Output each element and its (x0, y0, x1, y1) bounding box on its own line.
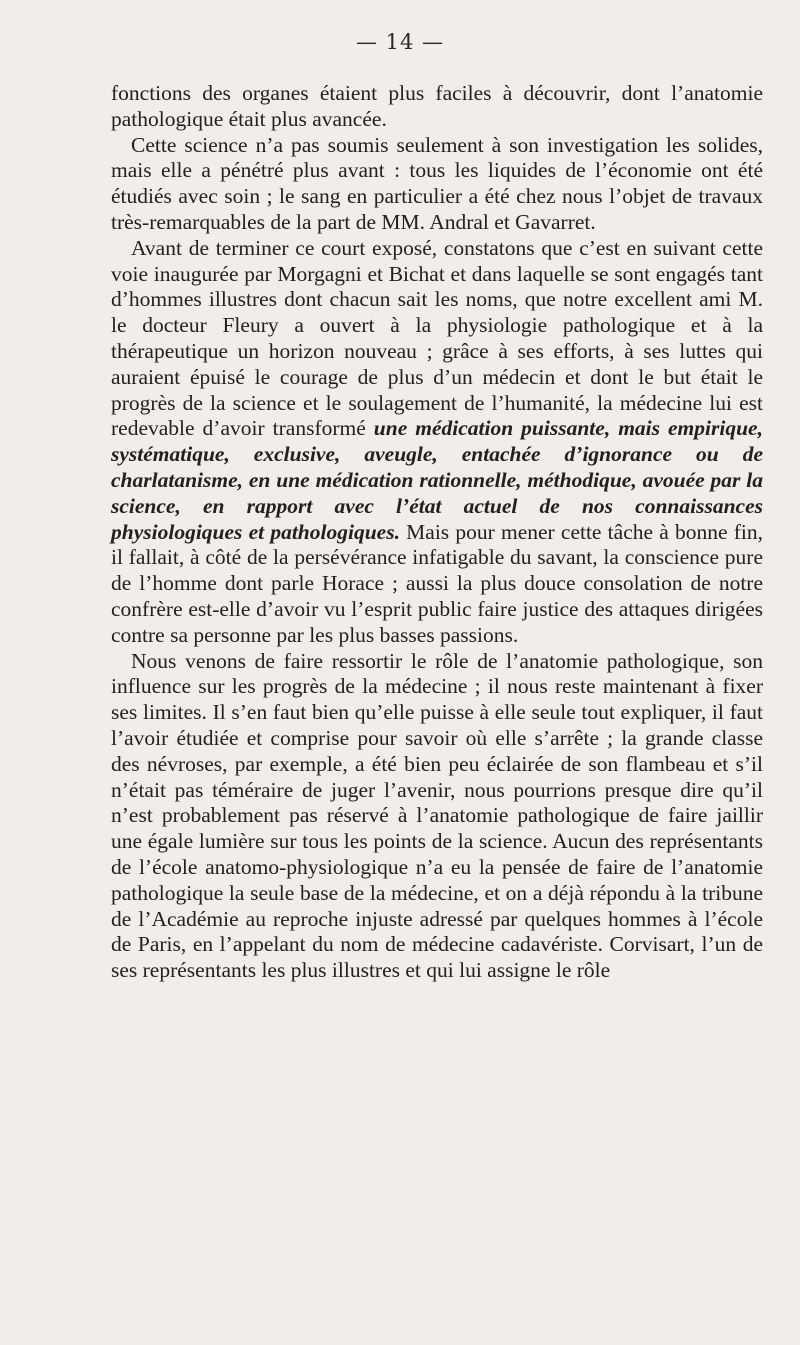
body-text (111, 81, 763, 984)
text-run: Nous venons de faire ressortir le rôle de l’anatomie pathologique, son influence sur les progrès de la médecine ; il nous reste maintenant à fixer ses limites. Il s’en faut bien qu’elle puisse à elle seule tout expliquer, il faut l’avoir étudiée et comprise pour savoir où elle s’arrête ; la grande classe des névroses, par exemple, a été bien peu éclairée de son flambeau et s’il n’était pas téméraire de juger l’avenir, nous pourrions presque dire qu’il n’est probablement pas réservé à l’anatomie pathologique de faire jaillir une égale lumière sur tous les points de la science. Aucun des représentants de l’école anatomo-physiologique n’a eu la pensée de faire de l’anatomie pathologique la seule base de la médecine, et on a déjà répondu à la tribune de l’Académie au reproche injuste adressé par quelques hommes à l’école de Paris, en l’appelant du nom de médecine cadavériste. Corvisart, l’un de ses représentants les plus illustres et qui lui assigne le rôle (111, 648, 763, 983)
text-run: fonctions des organes étaient plus faciles à découvrir, dont l’anatomie pathologique était plus avancée. (111, 81, 763, 131)
italic-text-run: une médication puissante, mais empirique, systématique, exclusive, aveugle, entachée d’ignorance ou de charlatanisme, en une médication rationnelle, méthodique, avouée par la science, en rapport avec l’état actuel de nos connaissances physiologiques et pathologiques. (111, 416, 763, 544)
page-number: — 14 — (355, 30, 445, 54)
paragraph (111, 133, 763, 236)
text-run: Mais pour mener cette tâche à bonne fin, il fallait, à côté de la persévérance infatigable du savant, la conscience pure de l’homme dont parle Horace ; aussi la plus douce consolation de notre confrère est-elle d’avoir vu l’esprit public faire justice des attaques dirigées contre sa personne par les plus basses passions. (111, 519, 763, 647)
text-run: Avant de terminer ce court exposé, constatons que c’est en suivant cette voie inaugurée par Morgagni et Bichat et dans laquelle se sont engagés tant d’hommes illustres dont chacun sait les noms, que notre excellent ami M. le docteur Fleury a ouvert à la physiologie pathologique et à la thérapeutique un horizon nouveau ; grâce à ses efforts, à ses luttes qui auraient épuisé le courage de plus d’un médecin et dont le but était le progrès de la science et le soulagement de l’humanité, la médecine lui est redevable d’avoir transformé (111, 235, 763, 441)
paragraph (111, 649, 763, 984)
text-run: Cette science n’a pas soumis seulement à son investigation les solides, mais elle a pénétré plus avant : tous les liquides de l’économie ont été étudiés avec soin ; le sang en particulier a été chez nous l’objet de travaux très-remarquables de la part de MM. Andral et Gavarret. (111, 132, 763, 234)
paragraph (111, 236, 763, 649)
paragraph (111, 81, 763, 133)
